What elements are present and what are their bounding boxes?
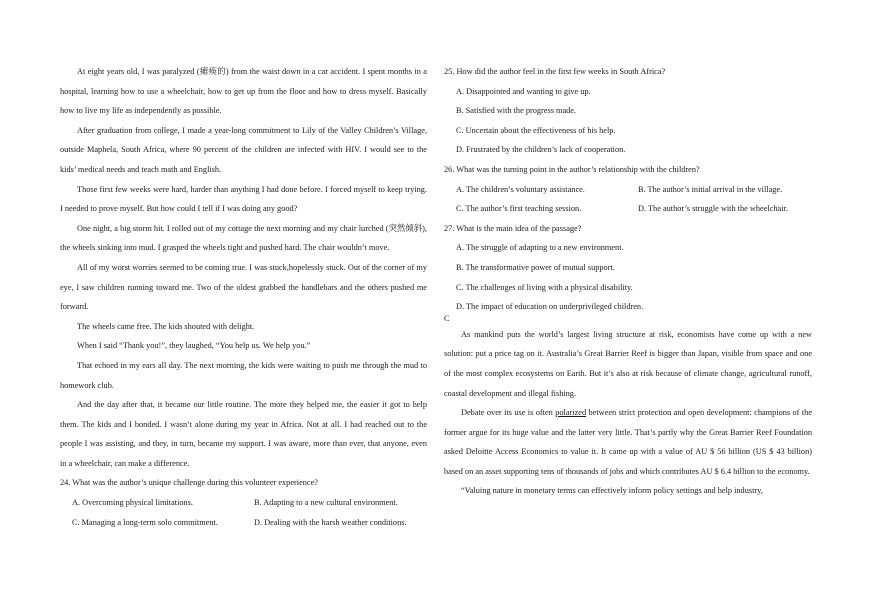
- passage-paragraph: When I said “Thank you!”, they laughed, “You help us. We help you.”: [77, 341, 311, 351]
- passage-paragraph: [444, 403, 812, 481]
- option-b: B. Satisfied with the progress made.: [456, 106, 577, 116]
- passage-paragraph: After graduation from college, I made a year-long commitment to Lily of the Valley Children’s Village, outside Maphela, South Africa, where 90 percent of the children are infected with HIV. I would see to the kids’ medical needs and teach math and English.: [60, 125, 427, 174]
- option-c: C. The author’s first teaching session.: [456, 204, 582, 214]
- option-row: [60, 513, 427, 533]
- option-c: C. Managing a long-term solo commitment.: [72, 517, 218, 527]
- passage-paragraph: All of my worst worries seemed to be coming true. I was stuck,hopelessly stuck. Out of the corner of my eye, I saw children running toward me. Two of the oldest grabbed the handlebars and the others pushed me forward.: [60, 262, 427, 312]
- option-row: [444, 199, 812, 219]
- option-d: D. Frustrated by the children’s lack of cooperation.: [456, 145, 626, 155]
- left-column: [60, 62, 427, 532]
- option-a: A. The struggle of adapting to a new environment.: [456, 243, 624, 253]
- option-a: A. Overcoming physical limitations.: [72, 498, 193, 508]
- section-label: C: [444, 313, 450, 323]
- passage-paragraph: At eight years old, I was paralyzed (瘫痪的) from the waist down in a car accident. I spent months in a hospital, learning how to use a wheelchair, how to get up from the floor and how to dress myself. Basically how to live my life as independently as possible.: [60, 67, 427, 116]
- question-26: [444, 160, 812, 219]
- underlined-word: polarized: [555, 408, 587, 418]
- text-run: between strict protection and open development: champions of the former argue for its huge value and the latter very little. That’s partly why the Great Barrier Reef Foundation asked Deloitte Access Economics to value it. It came up with a value of AU $ 56 billion (US $ 43 billion) based on an asset supporting tens of thousands of jobs and which contributes AU $ 6.4 billion to the economy.: [444, 408, 812, 476]
- passage-paragraph: “Valuing nature in monetary terms can effectively inform policy settings and help industry,: [461, 486, 763, 496]
- passage-paragraph: That echoed in my ears all day. The next morning, the kids were waiting to push me through the mud to homework club.: [60, 360, 427, 390]
- passage-paragraph: And the day after that, it became our little routine. The more they helped me, the easier it got to help them. The kids and I bonded. I wasn’t alone during my year in Africa. Not at all. I had reached out to the people I was assisting, and they, in turn, became my support. I was aware, more than ever, that anyone, even in a wheelchair, can make a difference.: [60, 400, 427, 468]
- question-stem: 26. What was the turning point in the author’s relationship with the children?: [444, 164, 700, 174]
- option-c: C. Uncertain about the effectiveness of his help.: [456, 125, 616, 135]
- option-b: B. Adapting to a new cultural environment.: [254, 498, 398, 508]
- option-a: A. The children’s voluntary assistance.: [456, 184, 585, 194]
- question-stem: 25. How did the author feel in the first few weeks in South Africa?: [444, 67, 666, 76]
- question-stem: 24. What was the author’s unique challenge during this volunteer experience?: [60, 478, 318, 488]
- question-25: [444, 62, 812, 160]
- question-27: [444, 219, 812, 317]
- passage-paragraph: One night, a big storm hit. I rolled out of my cottage the next morning and my chair lurched (突然倾斜), the wheels sinking into mud. I grasped the wheels tight and pushed hard. The chair wouldn’t move.: [60, 223, 427, 253]
- option-row: [60, 493, 427, 513]
- option-a: A. Disappointed and wanting to give up.: [456, 86, 591, 96]
- option-row: [444, 180, 812, 200]
- passage-paragraph: The wheels came free. The kids shouted with delight.: [77, 321, 255, 331]
- text-run: Debate over its use is often: [461, 408, 556, 418]
- right-column: [444, 62, 812, 501]
- passage-paragraph: As mankind puts the world’s largest living structure at risk, economists have come up with a new solution: put a price tag on it. Australia’s Great Barrier Reef is bigger than Japan, visible from space and one of the most complex ecosystems on Earth. But it’s also at risk because of climate change, agricultural runoff, coastal development and illegal fishing.: [444, 329, 812, 398]
- option-b: B. The transformative power of mutual support.: [456, 262, 615, 272]
- option-d: D. The author’s struggle with the wheelchair.: [638, 204, 788, 214]
- option-d: D. The impact of education on underprivileged children.: [456, 302, 644, 312]
- option-b: B. The author’s initial arrival in the village.: [638, 184, 783, 194]
- option-c: C. The challenges of living with a physical disability.: [456, 282, 633, 292]
- option-d: D. Dealing with the harsh weather conditions.: [254, 517, 407, 527]
- passage-paragraph: Those first few weeks were hard, harder than anything I had done before. I forced myself to keep trying. I needed to prove myself. But how could I tell if I was doing any good?: [60, 184, 427, 214]
- question-24: [60, 473, 427, 532]
- question-stem: 27. What is the main idea of the passage?: [444, 223, 582, 233]
